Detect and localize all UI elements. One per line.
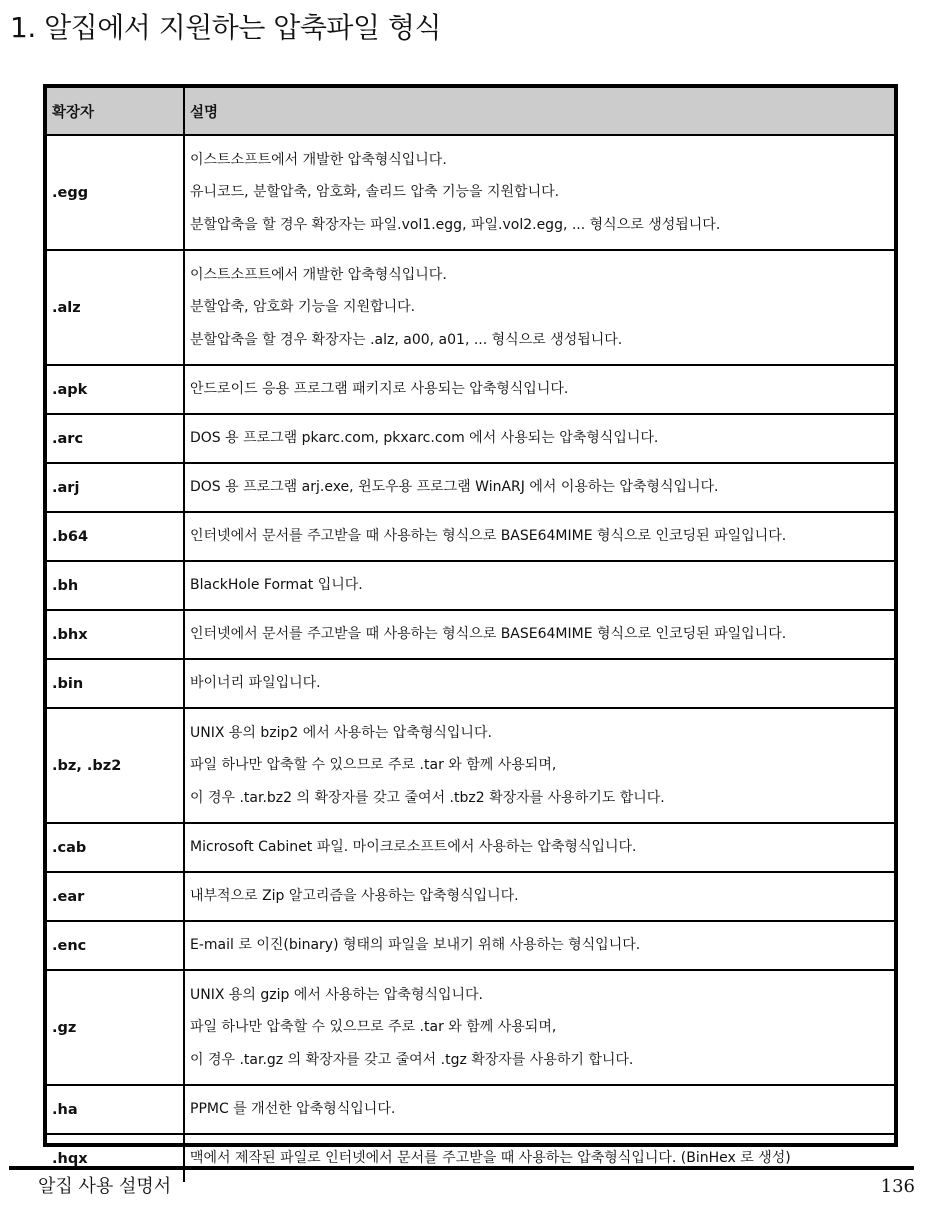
extension-cell: .hqx xyxy=(47,1134,184,1182)
table-row xyxy=(47,659,894,708)
description-line: 이스트소프트에서 개발한 압축형식입니다. xyxy=(190,266,447,283)
description-line: 분할압축을 할 경우 확장자는 파일.vol1.egg, 파일.vol2.egg, ... 형식으로 생성됩니다. xyxy=(190,216,721,233)
description-cell xyxy=(184,463,894,512)
extension-cell: .arc xyxy=(47,414,184,463)
table-row xyxy=(47,1134,894,1182)
description-cell xyxy=(184,414,894,463)
extension-cell: .apk xyxy=(47,365,184,414)
footer-manual-title: 알집 사용 설명서 xyxy=(38,1176,172,1197)
table-row xyxy=(47,610,894,659)
description-cell xyxy=(184,708,894,823)
extension-cell: .enc xyxy=(47,921,184,970)
extension-cell: .egg xyxy=(47,135,184,250)
description-cell xyxy=(184,872,894,921)
description-line: 이스트소프트에서 개발한 압축형식입니다. xyxy=(190,151,447,168)
description-line: DOS 용 프로그램 arj.exe, 윈도우용 프로그램 WinARJ 에서 이용하는 압축형식입니다. xyxy=(190,479,719,496)
description-line: 유니코드, 분할압축, 암호화, 솔리드 압축 기능을 지원합니다. xyxy=(190,184,560,201)
extension-cell: .arj xyxy=(47,463,184,512)
description-line: 인터넷에서 문서를 주고받을 때 사용하는 형식으로 BASE64MIME 형식으로 인코딩된 파일입니다. xyxy=(190,626,787,643)
description-cell xyxy=(184,250,894,365)
format-table xyxy=(47,88,894,1182)
description-line: PPMC 를 개선한 압축형식입니다. xyxy=(190,1101,396,1118)
table-row xyxy=(47,512,894,561)
description-cell xyxy=(184,512,894,561)
description-line: 파일 하나만 압축할 수 있으므로 주로 .tar 와 함께 사용되며, xyxy=(190,1019,557,1036)
table-row xyxy=(47,250,894,365)
extension-cell: .bh xyxy=(47,561,184,610)
description-line: UNIX 용의 bzip2 에서 사용하는 압축형식입니다. xyxy=(190,724,492,741)
footer-page-number: 136 xyxy=(880,1176,915,1197)
extension-cell: .ear xyxy=(47,872,184,921)
table-row xyxy=(47,365,894,414)
table-body xyxy=(47,135,894,1182)
extension-cell: .bin xyxy=(47,659,184,708)
extension-cell: .alz xyxy=(47,250,184,365)
description-line: 파일 하나만 압축할 수 있으므로 주로 .tar 와 함께 사용되며, xyxy=(190,757,557,774)
table-row xyxy=(47,463,894,512)
description-cell xyxy=(184,561,894,610)
description-cell xyxy=(184,659,894,708)
description-line: E-mail 로 이진(binary) 형태의 파일을 보내기 위해 사용하는 형식입니다. xyxy=(190,937,641,954)
table-row xyxy=(47,135,894,250)
description-line: 분할압축을 할 경우 확장자는 .alz, a00, a01, ... 형식으로 생성됩니다. xyxy=(190,331,623,348)
description-cell xyxy=(184,921,894,970)
table-row xyxy=(47,970,894,1085)
table-row xyxy=(47,561,894,610)
extension-cell: .bhx xyxy=(47,610,184,659)
description-cell xyxy=(184,823,894,872)
description-line: 내부적으로 Zip 알고리즘을 사용하는 압축형식입니다. xyxy=(190,888,519,905)
table-row xyxy=(47,921,894,970)
extension-cell: .gz xyxy=(47,970,184,1085)
description-line: UNIX 용의 gzip 에서 사용하는 압축형식입니다. xyxy=(190,986,484,1003)
extension-cell: .ha xyxy=(47,1085,184,1134)
description-line: 안드로이드 응용 프로그램 패키지로 사용되는 압축형식입니다. xyxy=(190,381,569,398)
description-line: Microsoft Cabinet 파일. 마이크로소프트에서 사용하는 압축형식입니다. xyxy=(190,839,637,856)
description-line: DOS 용 프로그램 pkarc.com, pkxarc.com 에서 사용되는 압축형식입니다. xyxy=(190,430,659,447)
table-row xyxy=(47,872,894,921)
description-cell xyxy=(184,610,894,659)
description-line: 이 경우 .tar.bz2 의 확장자를 갖고 줄여서 .tbz2 확장자를 사용하기도 합니다. xyxy=(190,789,665,806)
header-description: 설명 xyxy=(184,88,894,135)
extension-cell: .cab xyxy=(47,823,184,872)
description-cell xyxy=(184,1134,894,1182)
extension-cell: .bz, .bz2 xyxy=(47,708,184,823)
table-header-row xyxy=(47,88,894,135)
description-cell xyxy=(184,1085,894,1134)
header-extension: 확장자 xyxy=(47,88,184,135)
description-line: 분할압축, 암호화 기능을 지원합니다. xyxy=(190,299,416,316)
table-row xyxy=(47,708,894,823)
description-line: 바이너리 파일입니다. xyxy=(190,675,321,692)
description-line: 맥에서 제작된 파일로 인터넷에서 문서를 주고받을 때 사용하는 압축형식입니다. (BinHex 로 생성) xyxy=(190,1150,791,1167)
table-row xyxy=(47,414,894,463)
table-row xyxy=(47,823,894,872)
page-title: 1. 알집에서 지원하는 압축파일 형식 xyxy=(10,11,441,44)
description-cell xyxy=(184,970,894,1085)
footer-divider xyxy=(9,1166,914,1170)
description-cell xyxy=(184,365,894,414)
description-cell xyxy=(184,135,894,250)
description-line: 인터넷에서 문서를 주고받을 때 사용하는 형식으로 BASE64MIME 형식으로 인코딩된 파일입니다. xyxy=(190,528,787,545)
extension-cell: .b64 xyxy=(47,512,184,561)
description-line: BlackHole Format 입니다. xyxy=(190,577,363,594)
table-row xyxy=(47,1085,894,1134)
description-line: 이 경우 .tar.gz 의 확장자를 갖고 줄여서 .tgz 확장자를 사용하기 합니다. xyxy=(190,1051,634,1068)
format-table-frame xyxy=(43,84,898,1167)
